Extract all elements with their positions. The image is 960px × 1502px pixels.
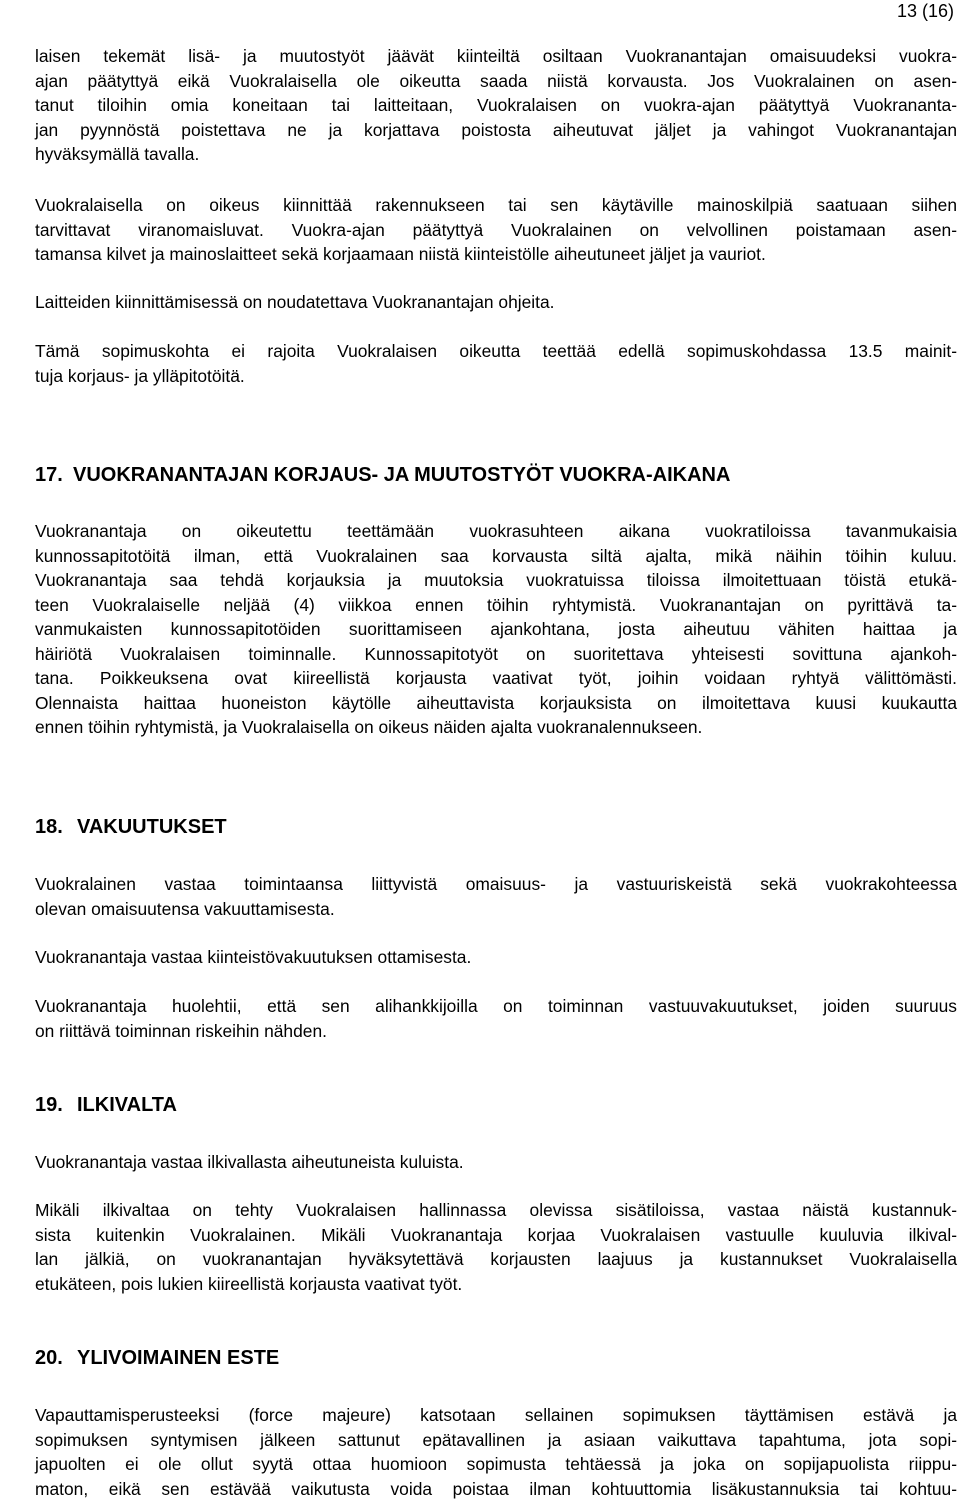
intro-paragraph-3 [35,290,957,315]
text-line: vanmukaisten kunnossapitotöiden suorittamiseen ajankohtana, josta aiheutuu vähiten haittaa ja [35,619,957,639]
text-line: on riittävä toiminnan riskeihin nähden. [35,1020,327,1041]
text-line: japuolten ei ole ollut syytä ottaa huomioon sopimusta tehtäessä ja joka on sopijapuolista riippu- [35,1454,957,1474]
text-line: tanut tiloihin omia koneitaan tai laitteitaan, Vuokralaisen on vuokra-ajan päätyttyä Vuokrananta- [35,95,957,115]
text-line: ajan päätyttyä eikä Vuokralaisella ole oikeutta saada niistä korvausta. Jos Vuokralainen on asen- [35,70,957,91]
section-number: 20. [35,1347,63,1369]
section-title: VAKUUTUKSET [77,816,227,838]
intro-paragraph-2 [35,193,957,267]
text-line: etukäteen, pois lukien kiireellistä korjausta vaativat työt. [35,1273,463,1294]
text-line: sopimuksen syntymisen jälkeen sattunut epätavallinen ja asiaan vaikuttava tapahtuma, jota sopi- [35,1429,957,1450]
page-number: 13 (16) [896,1,954,21]
text-line: sista kuitenkin Vuokralainen. Mikäli Vuokranantaja korjaa Vuokralaisen vastuulle kuuluvia ilkival- [35,1224,957,1245]
section-18-heading [35,815,227,839]
text-line: Tämä sopimuskohta ei rajoita Vuokralaisen oikeutta teettää edellä sopimuskohdassa 13.5 mainit- [35,341,957,361]
section-number: 19. [35,1094,63,1116]
text-line: tamansa kilvet ja mainoslaitteet sekä korjaamaan niistä kiinteistölle aiheutuneet jäljet ja vauriot. [35,244,766,264]
text-line: Vuokranantaja huolehtii, että sen alihankkijoilla on toiminnan vastuuvakuutukset, joiden suuruus [35,996,957,1016]
section-20-paragraph [35,1403,957,1501]
text-line: tarvittavat viranomaisluvat. Vuokra-ajan päätyttyä Vuokralainen on velvollinen poistamaan asen- [35,219,957,240]
text-line: häiriötä Vuokralaisen toiminnalle. Kunnossapitotyöt on suoritettava yhteisesti sovittuna ajankoh- [35,643,957,664]
text-line: Vuokranantaja saa tehdä korjauksia ja muutoksia vuokratuissa tiloissa ilmoitettuaan töistä etukä- [35,570,957,590]
text-line: ennen töihin ryhtymistä, ja Vuokralaisella on oikeus näiden ajalta vuokranalennukseen. [35,717,703,737]
text-line: Vuokralaisella on oikeus kiinnittää rakennukseen tai sen käytäville mainoskilpiä saatuaan siihen [35,195,957,215]
intro-paragraph-1 [35,44,957,167]
text-line: Vuokranantaja on oikeutettu teettämään vuokrasuhteen aikana vuokratiloissa tavanmukaisia [35,521,957,541]
section-19-heading [35,1093,177,1117]
section-17-heading [35,463,730,487]
text-line: lan jälkiä, on vuokranantajan hyväksytettävä korjausten laajuus ja kustannukset Vuokralaisella [35,1249,957,1269]
section-number: 18. [35,816,63,838]
section-17-paragraph [35,519,957,740]
text-line: Laitteiden kiinnittämisessä on noudatettava Vuokranantajan ohjeita. [35,292,555,312]
text-line: olevan omaisuutensa vakuuttamisesta. [35,898,335,919]
text-line: teen Vuokralaiselle neljää (4) viikkoa ennen töihin ryhtymistä. Vuokranantajan on pyrittävä ta- [35,594,957,615]
section-19-paragraph-1 [35,1150,957,1175]
text-line: jan pyynnöstä poistettava ne ja korjattava poistosta aiheutuvat jäljet ja vahingot Vuokranantajan [35,119,957,140]
text-line: kunnossapitotöitä ilman, että Vuokralainen saa korvausta siltä ajalta, mikä näihin töihin kuluu. [35,545,957,566]
section-18-paragraph-3 [35,994,957,1043]
text-line: Vuokralainen vastaa toimintaansa liittyvistä omaisuus- ja vastuuriskeistä sekä vuokrakohteessa [35,874,957,894]
text-line: Vuokranantaja vastaa ilkivallasta aiheutuneista kuluista. [35,1152,464,1172]
text-line: Olennaista haittaa huoneiston käytölle aiheuttavista korjauksista on ilmoitettava kuusi kuukautta [35,692,957,713]
text-line: tana. Poikkeuksena ovat kiireellistä korjausta vaativat työt, joihin voidaan ryhtyä välittömästi. [35,668,957,688]
text-line: Vuokranantaja vastaa kiinteistövakuutuksen ottamisesta. [35,947,472,967]
section-20-heading [35,1346,279,1370]
section-title: ILKIVALTA [77,1094,177,1116]
section-19-paragraph-2 [35,1198,957,1296]
section-title: VUOKRANANTAJAN KORJAUS- JA MUUTOSTYÖT VUOKRA-AIKANA [73,464,731,486]
section-18-paragraph-1 [35,872,957,921]
text-line: maton, eikä sen estävää vaikutusta voida poistaa ilman kohtuuttomia lisäkustannuksia tai kohtuu- [35,1478,957,1499]
section-18-paragraph-2 [35,945,957,970]
section-title: YLIVOIMAINEN ESTE [77,1347,280,1369]
intro-paragraph-4 [35,339,957,388]
text-line: Vapauttamisperusteeksi (force majeure) katsotaan sellainen sopimuksen täyttämisen estävä ja [35,1405,957,1425]
section-number: 17. [35,464,63,486]
text-line: tuja korjaus- ja ylläpitotöitä. [35,365,245,386]
text-line: laisen tekemät lisä- ja muutostyöt jäävät kiinteiltä osiltaan Vuokranantajan omaisuudeksi vuokra- [35,46,957,66]
text-line: hyväksymällä tavalla. [35,144,200,164]
text-line: Mikäli ilkivaltaa on tehty Vuokralaisen hallinnassa olevissa sisätiloissa, vastaa näistä kustannuk- [35,1200,957,1220]
